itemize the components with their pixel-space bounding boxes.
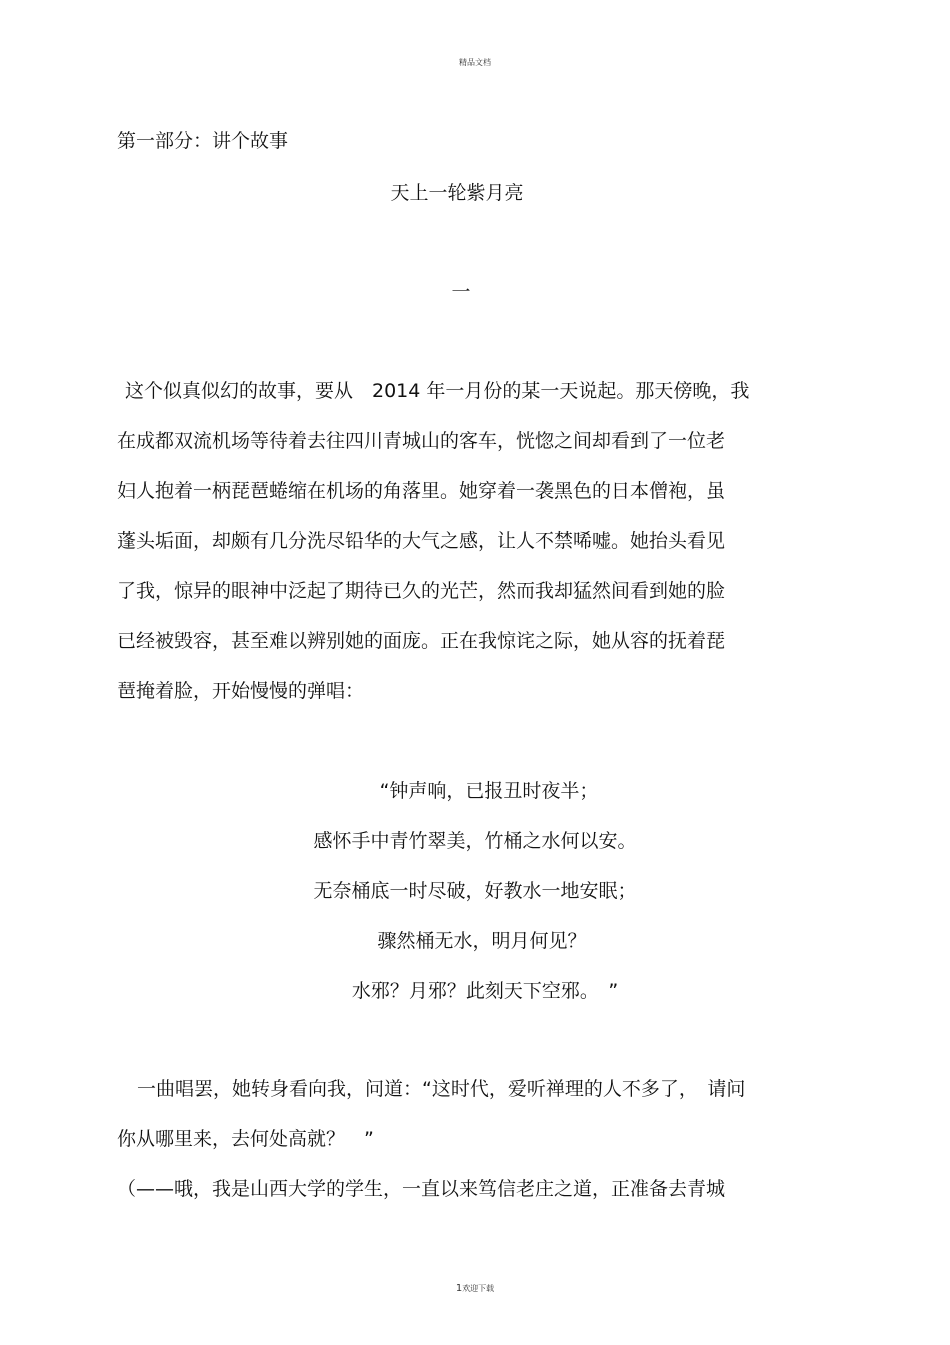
page-footer bbox=[0, 1283, 950, 1294]
paragraph-line: 这个似真似幻的故事，要从 2014 年一月份的某一天说起。那天傍晚，我 bbox=[125, 380, 750, 402]
section-title: 第一部分：讲个故事 bbox=[117, 130, 289, 152]
story-title: 天上一轮紫月亮 bbox=[390, 182, 524, 204]
paragraph-line: 已经被毁容，甚至难以辨别她的面庞。正在我惊诧之际，她从容的抚着琵 bbox=[117, 630, 726, 652]
paragraph-line: （——哦，我是山西大学的学生，一直以来笃信老庄之道，正准备去青城 bbox=[117, 1178, 726, 1200]
paragraph-line: 一曲唱罢，她转身看向我，问道：“这时代，爱听禅理的人不多了， 请问 bbox=[137, 1078, 746, 1100]
poem-line: 水邪？月邪？此刻天下空邪。 ” bbox=[351, 980, 619, 1002]
paragraph-line: 在成都双流机场等待着去往四川青城山的客车，恍惚之间却看到了一位老 bbox=[117, 430, 726, 452]
chapter-mark: 一 bbox=[451, 281, 471, 303]
poem-block bbox=[0, 778, 950, 1028]
paragraph-line: 妇人抱着一柄琵琶蜷缩在机场的角落里。她穿着一袭黑色的日本僧袍，虽 bbox=[117, 480, 726, 502]
poem-line: 感怀手中青竹翠美，竹桶之水何以安。 bbox=[313, 830, 637, 852]
paragraph-line: 琶掩着脸，开始慢慢的弹唱： bbox=[117, 680, 365, 702]
paragraph-2 bbox=[117, 1076, 877, 1226]
paragraph-line: 蓬头垢面，却颇有几分洗尽铅华的大气之感，让人不禁唏嘘。她抬头看见 bbox=[117, 530, 726, 552]
poem-line: 骤然桶无水，明月何见？ bbox=[377, 930, 587, 952]
page-number: 1 bbox=[455, 1283, 463, 1294]
page-header: 精品文档 bbox=[459, 58, 491, 67]
paragraph-line: 了我，惊异的眼神中泛起了期待已久的光芒，然而我却猛然间看到她的脸 bbox=[117, 580, 726, 602]
poem-line: 无奈桶底一时尽破，好教水一地安眠； bbox=[313, 880, 637, 902]
paragraph-1 bbox=[117, 378, 877, 728]
paragraph-line: 你从哪里来，去何处高就？ ” bbox=[117, 1128, 374, 1150]
poem-line: “钟声响，已报丑时夜半； bbox=[379, 780, 599, 802]
footer-text: 欢迎下载 bbox=[462, 1284, 495, 1293]
